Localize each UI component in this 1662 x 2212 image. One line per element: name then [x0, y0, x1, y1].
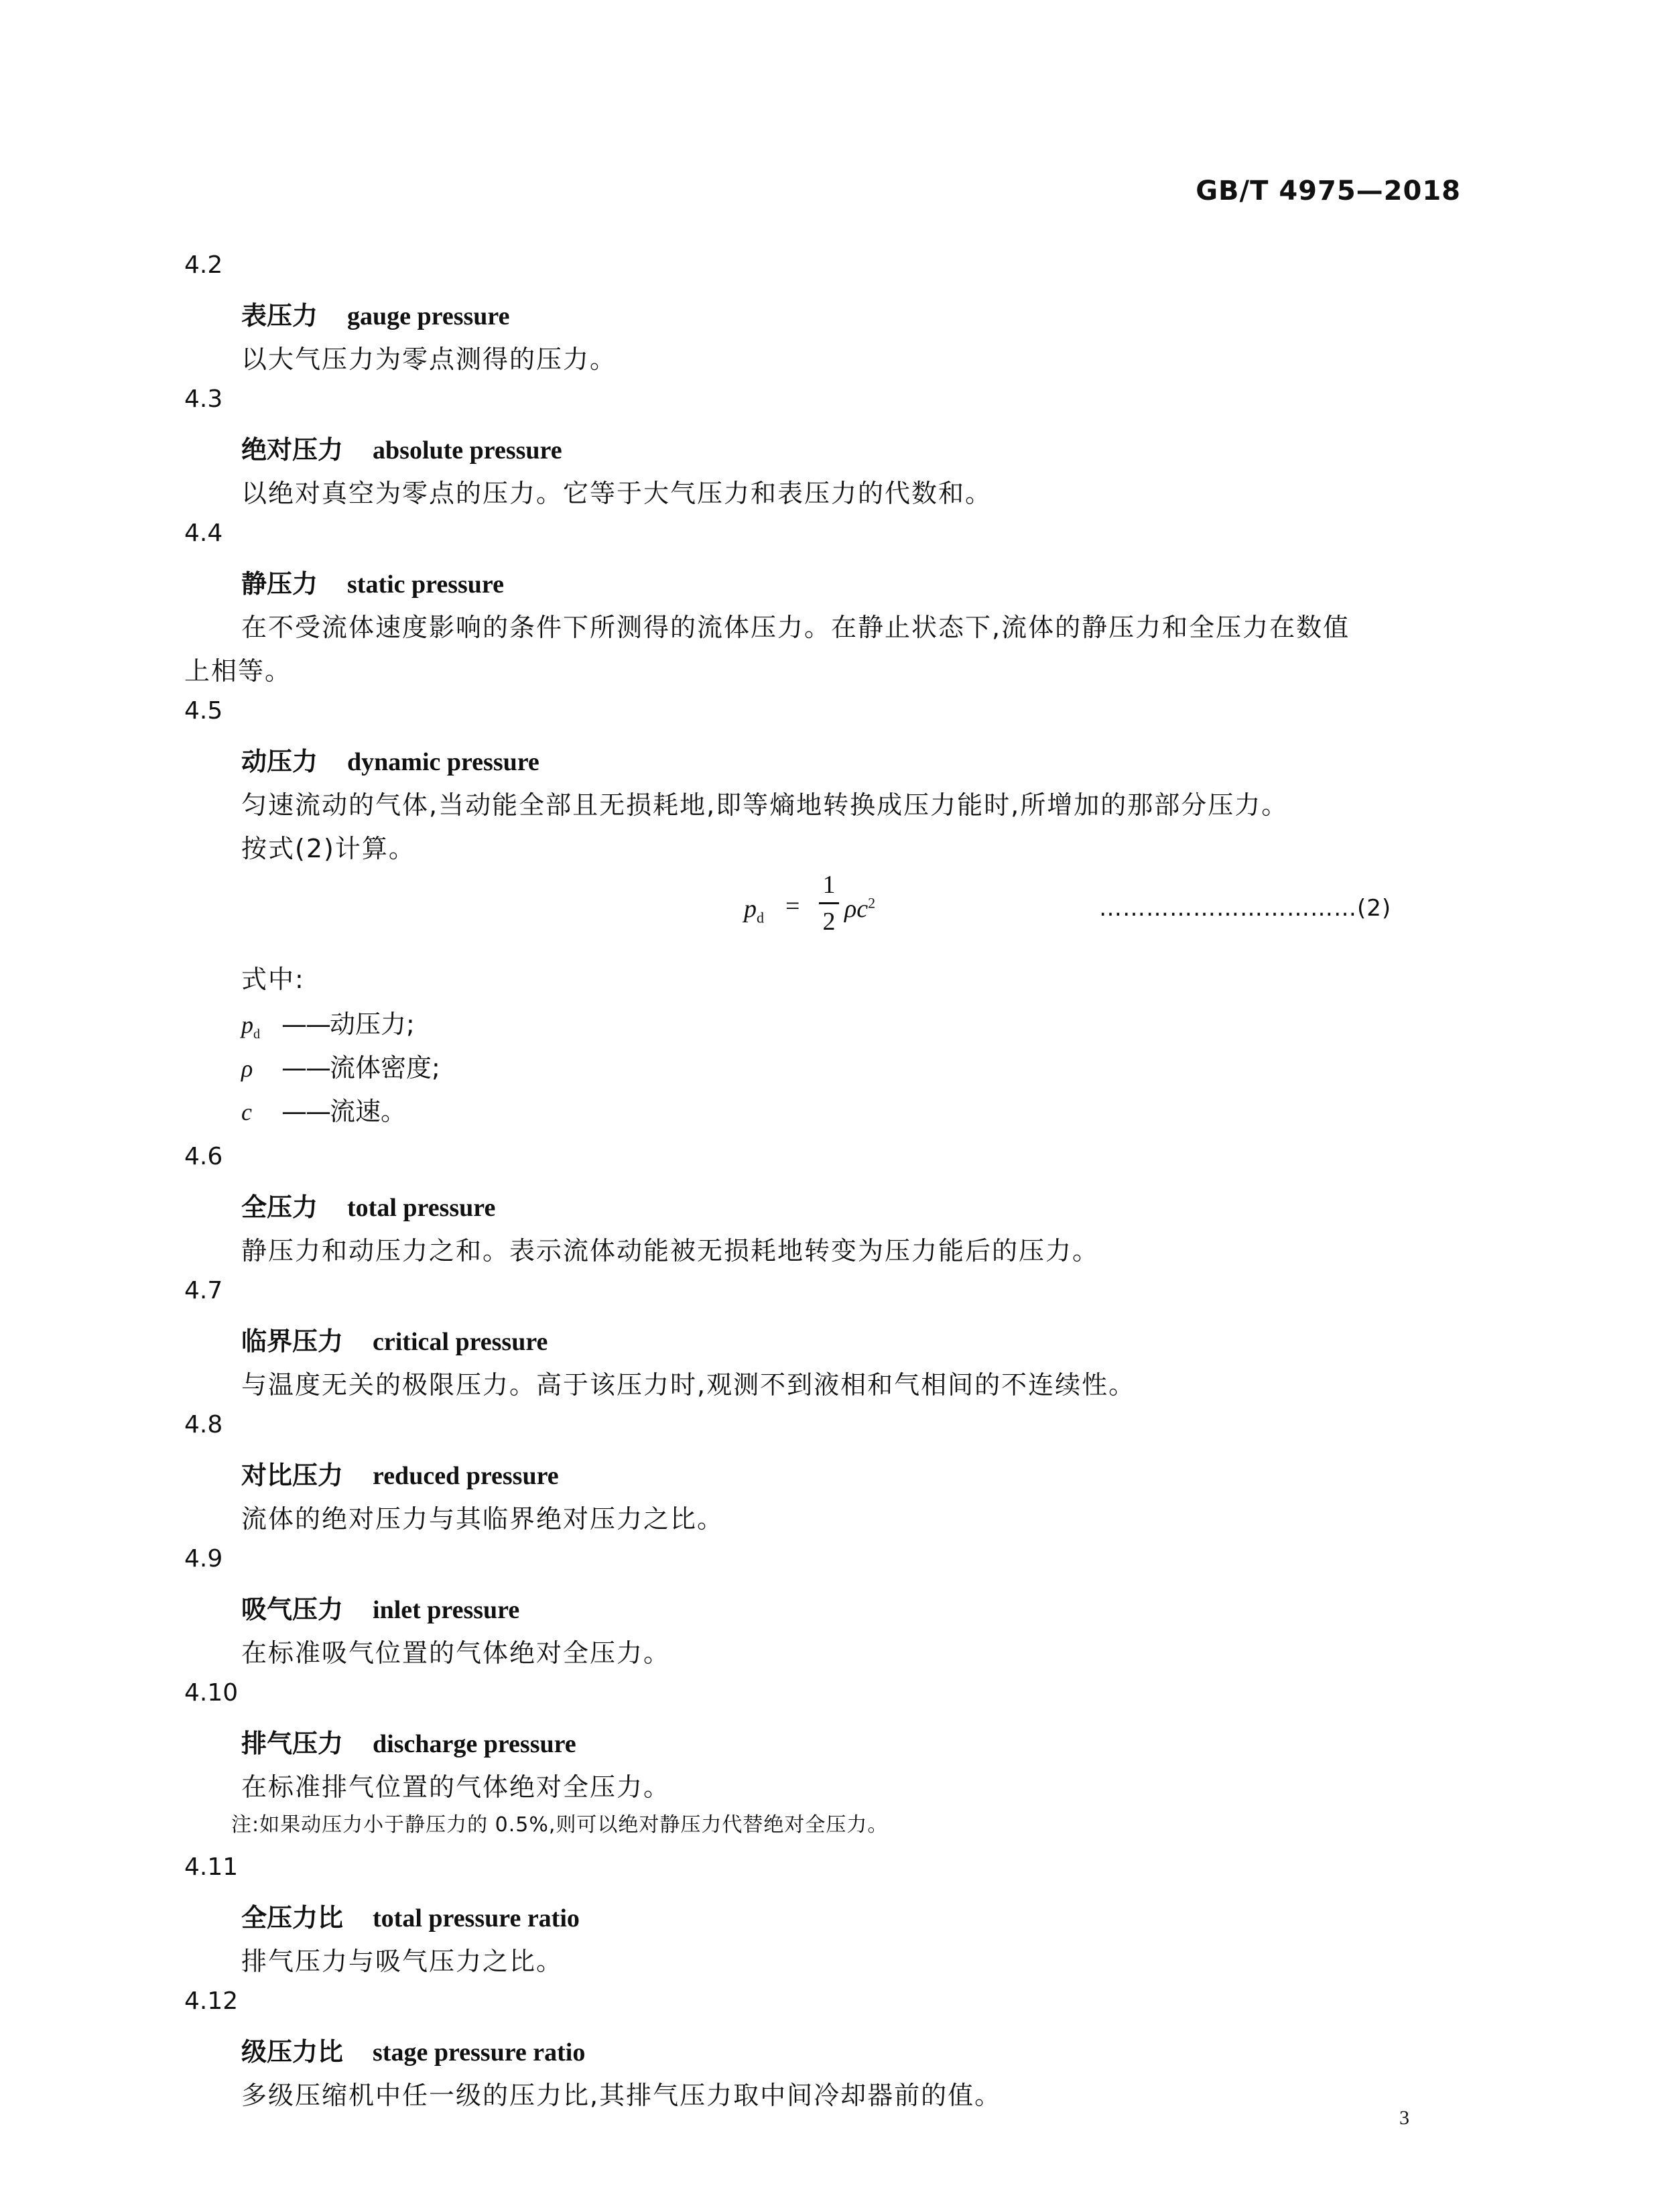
term-heading — [241, 1897, 580, 1934]
term-zh: 全压力 — [241, 1192, 318, 1222]
variable-dash: —— — [281, 1009, 330, 1039]
variable-row — [241, 1091, 406, 1127]
term-zh: 静压力 — [241, 569, 318, 599]
definition-line: 静压力和动压力之和。表示流体动能被无损耗地转变为压力能后的压力。 — [241, 1236, 1100, 1266]
fraction-bar — [819, 902, 839, 904]
term-en: total pressure — [347, 1194, 496, 1222]
clause-number: 4.8 — [184, 1411, 223, 1438]
clause-number: 4.4 — [184, 519, 223, 547]
definition-line: 流体的绝对压力与其临界绝对压力之比。 — [241, 1504, 724, 1534]
formula-rhs: $\rho c^2$ — [844, 894, 876, 923]
definition-line: 上相等。 — [184, 656, 292, 686]
clause-number: 4.9 — [184, 1545, 223, 1573]
variable-meaning: 流体密度; — [330, 1053, 440, 1083]
definition-line: 排气压力与吸气压力之比。 — [241, 1947, 564, 1976]
variable-meaning: 流速。 — [330, 1097, 407, 1126]
term-en: absolute pressure — [373, 436, 562, 465]
term-zh: 级压力比 — [241, 2037, 344, 2067]
term-en: total pressure ratio — [373, 1904, 580, 1932]
clause-number: 4.3 — [184, 385, 223, 413]
term-heading — [241, 1723, 576, 1760]
where-heading: 式中: — [241, 965, 305, 994]
equation-number: ……………………………(2) — [1099, 895, 1392, 922]
definition-line: 在标准吸气位置的气体绝对全压力。 — [241, 1638, 671, 1668]
term-en: stage pressure ratio — [373, 2038, 586, 2067]
term-zh: 对比压力 — [241, 1461, 344, 1490]
term-heading — [241, 1320, 548, 1357]
term-heading — [241, 1455, 559, 1491]
term-zh: 临界压力 — [241, 1327, 344, 1356]
note: 注:如果动压力小于静压力的 0.5%,则可以绝对静压力代替绝对全压力。 — [231, 1813, 889, 1837]
term-en: static pressure — [347, 570, 504, 599]
variable-symbol: $p_d$ — [241, 1011, 260, 1042]
formula-lhs: $p_d$ — [744, 895, 764, 926]
term-en: reduced pressure — [373, 1462, 559, 1490]
definition-line: 以大气压力为零点测得的压力。 — [241, 345, 617, 374]
clause-number: 4.2 — [184, 251, 223, 279]
formula-denominator: 2 — [822, 908, 836, 936]
definition-line: 多级压缩机中任一级的压力比,其排气压力取中间冷却器前的值。 — [241, 2081, 1002, 2110]
term-zh: 动压力 — [241, 747, 318, 776]
clause-number: 4.11 — [184, 1853, 239, 1881]
term-zh: 吸气压力 — [241, 1595, 344, 1624]
clause-number: 4.6 — [184, 1143, 223, 1170]
definition-line: 与温度无关的极限压力。高于该压力时,观测不到液相和气相间的不连续性。 — [241, 1370, 1136, 1400]
clause-number: 4.7 — [184, 1277, 223, 1304]
term-heading — [241, 1589, 519, 1625]
term-heading — [241, 429, 562, 466]
variable-row — [241, 1047, 440, 1084]
variable-symbol: ρ — [241, 1055, 253, 1082]
definition-line: 匀速流动的气体,当动能全部且无损耗地,即等熵地转换成压力能时,所增加的那部分压力。 — [241, 790, 1289, 820]
term-en: gauge pressure — [347, 302, 510, 330]
variable-dash: —— — [281, 1097, 330, 1126]
formula-fraction — [819, 870, 839, 936]
term-en: discharge pressure — [373, 1730, 576, 1758]
clause-number: 4.10 — [184, 1679, 239, 1707]
definition-line: 按式(2)计算。 — [241, 834, 416, 863]
clause-number: 4.12 — [184, 1987, 239, 2015]
clause-number: 4.5 — [184, 697, 223, 725]
term-heading — [241, 741, 539, 778]
term-en: dynamic pressure — [347, 748, 539, 776]
term-zh: 绝对压力 — [241, 435, 344, 465]
definition-line: 在不受流体速度影响的条件下所测得的流体压力。在静止状态下,流体的静压力和全压力在数值 — [241, 613, 1350, 642]
term-zh: 全压力比 — [241, 1903, 344, 1932]
term-en: critical pressure — [373, 1328, 548, 1356]
term-heading — [241, 1186, 495, 1223]
term-heading — [241, 563, 504, 600]
page-number: 3 — [1399, 2107, 1409, 2129]
term-zh: 表压力 — [241, 301, 318, 330]
definition-line: 在标准排气位置的气体绝对全压力。 — [241, 1772, 671, 1802]
formula-numerator: 1 — [822, 871, 836, 899]
standard-number: GB/T 4975—2018 — [1196, 176, 1461, 206]
definition-line: 以绝对真空为零点的压力。它等于大气压力和表压力的代数和。 — [241, 479, 993, 508]
variable-meaning: 动压力; — [330, 1009, 415, 1039]
term-heading — [241, 295, 509, 332]
term-zh: 排气压力 — [241, 1729, 344, 1758]
term-heading — [241, 2031, 585, 2068]
formula-dynamic-pressure — [744, 870, 918, 944]
term-en: inlet pressure — [373, 1596, 520, 1624]
formula-equals: = — [785, 892, 800, 920]
variable-row — [241, 1003, 415, 1042]
variable-symbol: c — [241, 1099, 252, 1125]
variable-dash: —— — [281, 1053, 330, 1083]
